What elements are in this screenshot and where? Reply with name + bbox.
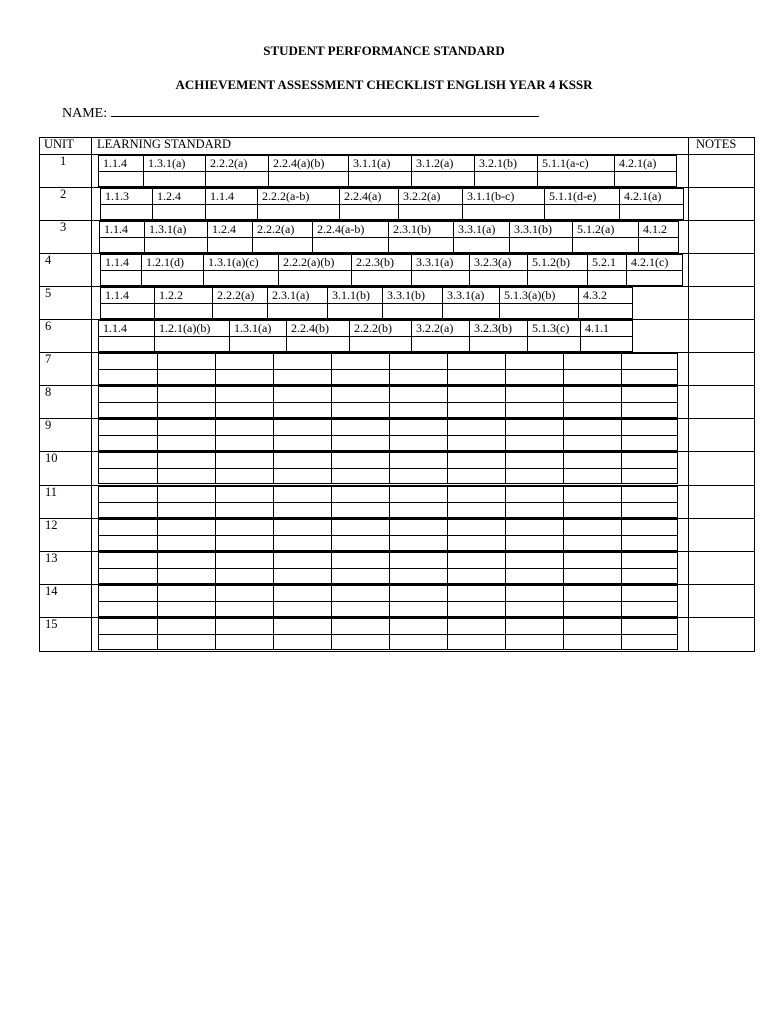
unit-number: 5 [45, 286, 52, 300]
standard-cell[interactable]: 1.2.1(d) [141, 255, 203, 285]
standard-cell[interactable]: 2.2.2(b) [349, 321, 411, 351]
standard-cell[interactable]: 2.2.4(b) [286, 321, 349, 351]
standard-cell[interactable]: 2.3.1(b) [388, 222, 453, 252]
unit-number: 4 [45, 253, 52, 267]
unit-number: 9 [45, 418, 52, 432]
unit-standards-grid [98, 419, 678, 451]
name-field[interactable] [62, 104, 539, 122]
unit-standards-grid [99, 221, 679, 253]
unit-standards-grid [100, 287, 633, 319]
standard-cell[interactable]: 1.3.1(a) [229, 321, 286, 351]
standard-cell[interactable]: 4.1.2 [638, 222, 698, 252]
standard-cell[interactable]: 5.1.1(d-e) [544, 189, 619, 219]
tick-row-line [100, 237, 678, 238]
standard-cell[interactable]: 3.3.1(b) [382, 288, 442, 318]
header-unit: UNIT [44, 137, 74, 151]
unit-number: 11 [45, 485, 58, 499]
tick-row-line [99, 435, 677, 436]
standard-cell[interactable]: 3.1.1(b) [327, 288, 382, 318]
standard-cell[interactable]: 4.2.1(a) [619, 189, 685, 219]
header-learning-standard: LEARNING STANDARD [97, 137, 232, 151]
standard-cell[interactable]: 1.3.1(a) [144, 222, 207, 252]
unit-number: 13 [45, 551, 58, 565]
standard-cell[interactable]: 3.1.1(a) [348, 156, 411, 186]
unit-standards-grid [98, 320, 633, 352]
standard-cell[interactable]: 4.2.1(c) [626, 255, 683, 285]
name-blank-line[interactable] [111, 104, 539, 117]
unit-standards-grid [100, 188, 684, 220]
unit-number: 6 [45, 319, 52, 333]
standard-cell[interactable]: 1.1.4 [105, 255, 129, 269]
unit-number: 12 [45, 518, 58, 532]
unit-standards-grid [98, 618, 678, 650]
standard-cell[interactable]: 1.3.1(a)(c) [203, 255, 278, 285]
tick-row-line [99, 535, 677, 536]
unit-number: 8 [45, 385, 52, 399]
standard-cell[interactable]: 1.2.1(a)(b) [154, 321, 229, 351]
unit-standards-grid [98, 452, 678, 484]
standard-cell[interactable]: 2.2.2(a)(b) [278, 255, 351, 285]
unit-number: 10 [45, 451, 58, 465]
standard-cell[interactable]: 5.1.2(b) [527, 255, 587, 285]
unit-number: 1 [60, 154, 67, 168]
standard-cell[interactable]: 3.3.1(b) [509, 222, 572, 252]
name-label: NAME: [62, 106, 108, 121]
standard-cell[interactable]: 3.3.1(a) [453, 222, 509, 252]
standard-cell[interactable]: 5.1.2(a) [572, 222, 638, 252]
standard-cell[interactable]: 3.3.1(a) [442, 288, 499, 318]
standard-cell[interactable]: 4.2.1(a) [614, 156, 678, 186]
tick-row-line [99, 502, 677, 503]
tick-row-line [99, 336, 632, 337]
page-title: STUDENT PERFORMANCE STANDARD [263, 43, 505, 58]
standard-cell[interactable]: 2.2.4(a) [339, 189, 398, 219]
standard-cell[interactable]: 4.1.1 [580, 321, 634, 351]
tick-row-line [101, 204, 683, 205]
standard-cell[interactable]: 2.2.2(a) [205, 156, 268, 186]
standard-cell[interactable]: 4.3.2 [578, 288, 634, 318]
standard-cell[interactable]: 2.2.4(a-b) [312, 222, 388, 252]
standard-cell[interactable]: 1.1.4 [103, 156, 127, 170]
standard-cell[interactable]: 2.2.3(b) [351, 255, 411, 285]
standard-cell[interactable]: 2.2.4(a)(b) [268, 156, 348, 186]
notes-column-divider [688, 138, 689, 651]
unit-number: 15 [45, 617, 58, 631]
unit-number: 7 [45, 352, 52, 366]
unit-number: 3 [60, 220, 67, 234]
tick-row-line [101, 270, 682, 271]
standard-cell[interactable]: 5.2.1 [587, 255, 626, 285]
standard-cell[interactable]: 2.3.1(a) [267, 288, 327, 318]
unit-number: 2 [60, 187, 67, 201]
tick-row-line [99, 568, 677, 569]
standard-cell[interactable]: 3.2.2(a) [398, 189, 462, 219]
standard-cell[interactable]: 1.2.4 [152, 189, 205, 219]
standard-cell[interactable]: 1.2.2 [154, 288, 212, 318]
standard-cell[interactable]: 3.2.3(a) [469, 255, 527, 285]
unit-number: 14 [45, 584, 58, 598]
standard-cell[interactable]: 1.1.4 [205, 189, 257, 219]
tick-row-line [99, 601, 677, 602]
standard-cell[interactable]: 3.2.1(b) [474, 156, 537, 186]
standard-cell[interactable]: 3.3.1(a) [411, 255, 469, 285]
standard-cell[interactable]: 3.2.3(b) [469, 321, 527, 351]
tick-row-line [99, 468, 677, 469]
tick-row-line [99, 171, 676, 172]
unit-standards-grid [98, 486, 678, 518]
standard-cell[interactable]: 1.3.1(a) [143, 156, 205, 186]
standard-cell[interactable]: 3.1.2(a) [411, 156, 474, 186]
unit-standards-grid [98, 353, 678, 385]
standard-cell[interactable]: 2.2.2(a) [212, 288, 267, 318]
standard-cell[interactable]: 1.1.4 [105, 288, 129, 302]
standard-cell[interactable]: 5.1.3(a)(b) [499, 288, 578, 318]
page-subtitle: ACHIEVEMENT ASSESSMENT CHECKLIST ENGLISH YEAR 4 KSSR [175, 77, 593, 92]
unit-standards-grid [98, 519, 678, 551]
standard-cell[interactable]: 2.2.2(a-b) [257, 189, 339, 219]
tick-row-line [99, 634, 677, 635]
standard-cell[interactable]: 1.1.3 [105, 189, 129, 203]
standard-cell[interactable]: 3.1.1(b-c) [462, 189, 544, 219]
standard-cell[interactable]: 3.2.2(a) [411, 321, 469, 351]
checklist-table [39, 137, 755, 652]
standard-cell[interactable]: 5.1.1(a-c) [537, 156, 614, 186]
tick-row-line [101, 303, 632, 304]
standard-cell[interactable]: 1.1.4 [103, 321, 127, 335]
tick-row-line [99, 402, 677, 403]
tick-row-line [99, 369, 677, 370]
unit-standards-grid [98, 585, 678, 617]
unit-standards-grid [98, 552, 678, 584]
unit-standards-grid [98, 386, 678, 418]
unit-column-divider [91, 138, 92, 651]
unit-standards-grid [98, 155, 677, 187]
standard-cell[interactable]: 5.1.3(c) [527, 321, 580, 351]
standard-cell[interactable]: 1.1.4 [104, 222, 128, 236]
unit-standards-grid [100, 254, 683, 286]
standard-cell[interactable]: 2.2.2(a) [252, 222, 312, 252]
header-notes: NOTES [696, 137, 737, 151]
standard-cell[interactable]: 1.2.4 [207, 222, 252, 252]
